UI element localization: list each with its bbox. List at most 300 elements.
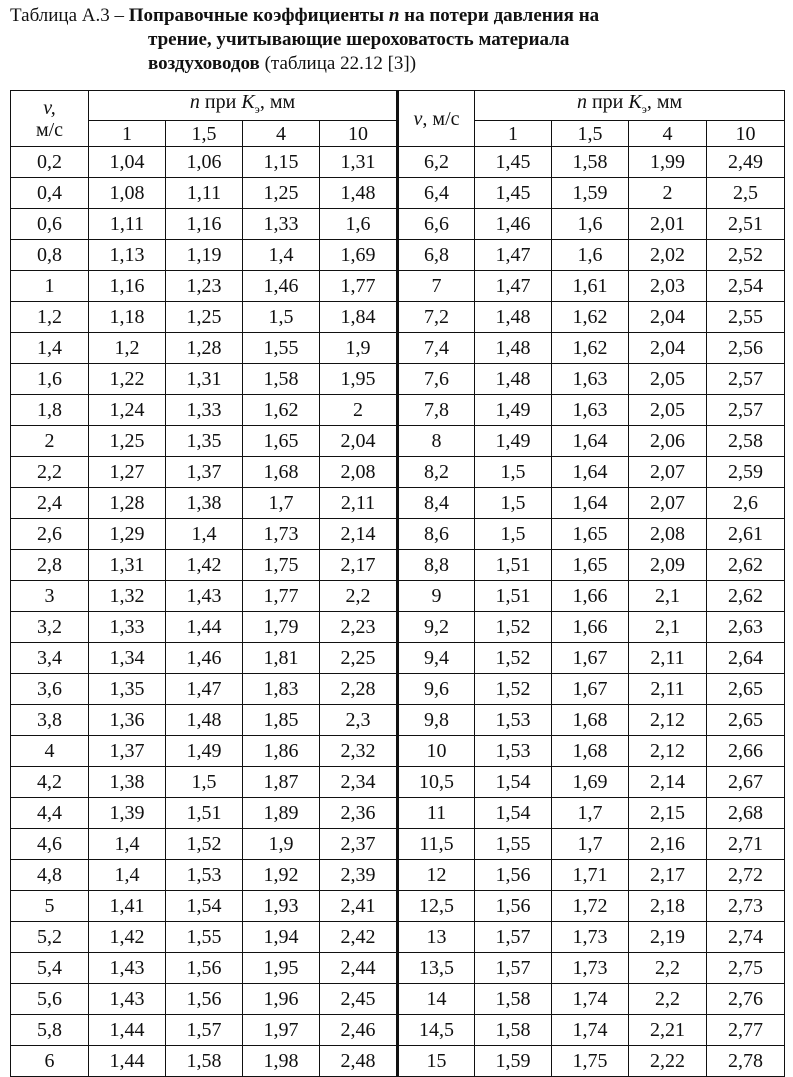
velocity-cell: 3,4	[11, 643, 89, 674]
table-row	[11, 829, 785, 860]
table-row	[11, 705, 785, 736]
coefficient-cell: 1,51	[475, 581, 552, 612]
coefficient-cell: 2	[320, 395, 398, 426]
coefficient-cell: 1,47	[166, 674, 243, 705]
velocity-cell: 14,5	[398, 1015, 475, 1046]
header-roughness-4: 4	[243, 121, 320, 147]
caption-title-symbol: n	[388, 5, 400, 26]
table-row	[11, 767, 785, 798]
coefficient-cell: 2,21	[629, 1015, 707, 1046]
coefficient-cell: 2,75	[707, 953, 785, 984]
coefficient-cell: 2,46	[320, 1015, 398, 1046]
coefficient-cell: 1,65	[552, 519, 629, 550]
table-row	[11, 271, 785, 302]
table-row	[11, 147, 785, 178]
coefficient-cell: 1,66	[552, 612, 629, 643]
velocity-cell: 9	[398, 581, 475, 612]
coefficient-cell: 2,45	[320, 984, 398, 1015]
table-row	[11, 922, 785, 953]
coefficient-cell: 2,07	[629, 457, 707, 488]
coefficient-cell: 1,48	[475, 364, 552, 395]
table-row	[11, 612, 785, 643]
coefficient-cell: 1,68	[552, 705, 629, 736]
coefficient-cell: 1,63	[552, 364, 629, 395]
coefficient-cell: 1,73	[552, 922, 629, 953]
coefficient-cell: 1,67	[552, 643, 629, 674]
coefficient-cell: 1,94	[243, 922, 320, 953]
coefficient-cell: 1,34	[89, 643, 166, 674]
coefficient-cell: 2,04	[320, 426, 398, 457]
table-row	[11, 209, 785, 240]
velocity-cell: 0,6	[11, 209, 89, 240]
coefficient-cell: 1,13	[89, 240, 166, 271]
velocity-cell: 0,8	[11, 240, 89, 271]
table-row	[11, 984, 785, 1015]
header-row-1	[11, 91, 785, 121]
coefficient-cell: 1,72	[552, 891, 629, 922]
coefficient-cell: 1,55	[243, 333, 320, 364]
coefficient-cell: 2	[629, 178, 707, 209]
coefficient-cell: 1,29	[89, 519, 166, 550]
header-roughness-10: 10	[320, 121, 398, 147]
coefficient-cell: 1,84	[320, 302, 398, 333]
coefficient-cell: 2,08	[320, 457, 398, 488]
coefficient-cell: 1,86	[243, 736, 320, 767]
coefficient-cell: 1,54	[166, 891, 243, 922]
coefficient-cell: 1,11	[89, 209, 166, 240]
coefficient-cell: 1,64	[552, 457, 629, 488]
coefficient-cell: 1,73	[552, 953, 629, 984]
coefficient-cell: 1,58	[552, 147, 629, 178]
coefficient-cell: 1,2	[89, 333, 166, 364]
header-velocity-left	[11, 91, 89, 147]
coefficient-cell: 1,53	[166, 860, 243, 891]
coefficient-cell: 2,61	[707, 519, 785, 550]
velocity-cell: 1,4	[11, 333, 89, 364]
coefficient-cell: 1,67	[552, 674, 629, 705]
coefficient-cell: 1,62	[243, 395, 320, 426]
coefficient-cell: 1,87	[243, 767, 320, 798]
header-n-right: n при $K_э$, мм	[475, 91, 785, 121]
coefficient-cell: 1,68	[552, 736, 629, 767]
coefficient-cell: 2,77	[707, 1015, 785, 1046]
header-roughness-1-5: 1,5	[166, 121, 243, 147]
coefficient-cell: 2,2	[629, 953, 707, 984]
table-row	[11, 333, 785, 364]
coefficient-cell: 1,52	[475, 643, 552, 674]
coefficient-cell: 2,14	[629, 767, 707, 798]
coefficient-cell: 2,11	[629, 643, 707, 674]
coefficient-cell: 2,28	[320, 674, 398, 705]
velocity-cell: 13	[398, 922, 475, 953]
table-row	[11, 674, 785, 705]
coefficient-cell: 1,56	[166, 984, 243, 1015]
coefficient-cell: 1,44	[166, 612, 243, 643]
coefficient-cell: 2,36	[320, 798, 398, 829]
coefficient-cell: 2,49	[707, 147, 785, 178]
coefficient-cell: 2,1	[629, 612, 707, 643]
coefficient-cell: 1,06	[166, 147, 243, 178]
coefficient-cell: 1,51	[475, 550, 552, 581]
coefficient-cell: 2,6	[707, 488, 785, 519]
coefficient-cell: 1,25	[89, 426, 166, 457]
coefficient-cell: 1,71	[552, 860, 629, 891]
velocity-cell: 6,6	[398, 209, 475, 240]
velocity-cell: 13,5	[398, 953, 475, 984]
header-roughness-1: 1	[89, 121, 166, 147]
table-row	[11, 178, 785, 209]
coefficient-cell: 1,69	[320, 240, 398, 271]
coefficient-cell: 2,02	[629, 240, 707, 271]
velocity-cell: 2,8	[11, 550, 89, 581]
coefficient-cell: 2,08	[629, 519, 707, 550]
coefficient-cell: 1,57	[475, 953, 552, 984]
coefficient-cell: 1,25	[243, 178, 320, 209]
coefficient-cell: 1,33	[243, 209, 320, 240]
velocity-cell: 4,4	[11, 798, 89, 829]
coefficient-cell: 1,68	[243, 457, 320, 488]
coefficient-cell: 1,6	[320, 209, 398, 240]
coefficient-cell: 1,45	[475, 178, 552, 209]
caption-line-3	[10, 52, 785, 76]
table-row	[11, 891, 785, 922]
coefficient-cell: 2,01	[629, 209, 707, 240]
coefficient-cell: 2,67	[707, 767, 785, 798]
coefficient-cell: 2,03	[629, 271, 707, 302]
coefficient-cell: 1,43	[166, 581, 243, 612]
coefficient-cell: 2,74	[707, 922, 785, 953]
coefficient-cell: 1,43	[89, 953, 166, 984]
velocity-cell: 1,2	[11, 302, 89, 333]
coefficient-cell: 1,58	[475, 1015, 552, 1046]
coefficient-cell: 1,38	[89, 767, 166, 798]
caption-title-line2: трение, учитывающие шероховатость материала	[148, 29, 570, 50]
table-row	[11, 395, 785, 426]
coefficient-cell: 2,39	[320, 860, 398, 891]
coefficient-cell: 1,47	[475, 271, 552, 302]
velocity-cell: 6,8	[398, 240, 475, 271]
coefficient-cell: 2,58	[707, 426, 785, 457]
coefficient-cell: 2,55	[707, 302, 785, 333]
coefficient-cell: 1,62	[552, 333, 629, 364]
coefficient-cell: 1,89	[243, 798, 320, 829]
velocity-cell: 4,8	[11, 860, 89, 891]
coefficient-cell: 2,73	[707, 891, 785, 922]
coefficient-cell: 2,63	[707, 612, 785, 643]
coefficient-cell: 1,4	[166, 519, 243, 550]
coefficient-cell: 1,64	[552, 488, 629, 519]
coefficient-cell: 1,77	[320, 271, 398, 302]
coefficient-cell: 2,09	[629, 550, 707, 581]
coefficient-cell: 1,61	[552, 271, 629, 302]
coefficient-cell: 2,05	[629, 395, 707, 426]
coefficient-cell: 1,97	[243, 1015, 320, 1046]
coefficient-cell: 1,35	[89, 674, 166, 705]
coefficient-cell: 1,27	[89, 457, 166, 488]
coefficient-cell: 1,4	[243, 240, 320, 271]
coefficient-cell: 1,7	[552, 798, 629, 829]
coefficient-cell: 1,58	[475, 984, 552, 1015]
coefficient-cell: 1,81	[243, 643, 320, 674]
coefficient-cell: 1,35	[166, 426, 243, 457]
coefficient-cell: 1,59	[475, 1046, 552, 1077]
coefficient-cell: 2,52	[707, 240, 785, 271]
table-row	[11, 1015, 785, 1046]
coefficient-cell: 1,46	[166, 643, 243, 674]
coefficient-cell: 1,41	[89, 891, 166, 922]
velocity-cell: 7,8	[398, 395, 475, 426]
coefficient-cell: 1,15	[243, 147, 320, 178]
coefficient-cell: 1,95	[320, 364, 398, 395]
table-header	[11, 91, 785, 147]
coefficient-cell: 2,57	[707, 364, 785, 395]
velocity-cell: 9,6	[398, 674, 475, 705]
coefficient-cell: 1,33	[166, 395, 243, 426]
coefficient-cell: 1,59	[552, 178, 629, 209]
coefficient-cell: 1,54	[475, 798, 552, 829]
coefficient-cell: 1,19	[166, 240, 243, 271]
coefficient-cell: 1,62	[552, 302, 629, 333]
header-roughness-1: 1	[475, 121, 552, 147]
velocity-cell: 8,4	[398, 488, 475, 519]
coefficient-cell: 1,48	[320, 178, 398, 209]
velocity-cell: 0,2	[11, 147, 89, 178]
coefficient-cell: 1,93	[243, 891, 320, 922]
coefficient-cell: 1,58	[166, 1046, 243, 1077]
velocity-cell: 1,8	[11, 395, 89, 426]
velocity-cell: 4	[11, 736, 89, 767]
table-row	[11, 302, 785, 333]
velocity-cell: 9,4	[398, 643, 475, 674]
velocity-cell: 1	[11, 271, 89, 302]
coefficient-cell: 2,37	[320, 829, 398, 860]
coefficient-cell: 1,46	[243, 271, 320, 302]
caption-line-1	[10, 4, 785, 28]
coefficient-cell: 2,16	[629, 829, 707, 860]
table-row	[11, 426, 785, 457]
coefficient-cell: 1,9	[320, 333, 398, 364]
coefficient-cell: 2,72	[707, 860, 785, 891]
coefficient-cell: 1,33	[89, 612, 166, 643]
velocity-cell: 1,6	[11, 364, 89, 395]
table-row	[11, 550, 785, 581]
velocity-cell: 3,6	[11, 674, 89, 705]
coefficient-cell: 1,53	[475, 736, 552, 767]
coefficient-cell: 1,32	[89, 581, 166, 612]
coefficient-cell: 1,53	[475, 705, 552, 736]
coefficient-cell: 1,16	[89, 271, 166, 302]
coefficient-cell: 1,31	[89, 550, 166, 581]
coefficient-cell: 1,79	[243, 612, 320, 643]
coefficient-cell: 1,11	[166, 178, 243, 209]
header-velocity-left-symbol: v,	[43, 96, 56, 119]
velocity-cell: 10	[398, 736, 475, 767]
coefficient-cell: 1,92	[243, 860, 320, 891]
coefficient-cell: 1,36	[89, 705, 166, 736]
coefficient-cell: 2,44	[320, 953, 398, 984]
coefficient-cell: 2,5	[707, 178, 785, 209]
coefficient-cell: 1,54	[475, 767, 552, 798]
coefficient-cell: 2,17	[320, 550, 398, 581]
coefficient-cell: 2,06	[629, 426, 707, 457]
velocity-cell: 15	[398, 1046, 475, 1077]
caption-prefix: Таблица А.3 –	[10, 5, 129, 26]
coefficient-cell: 2,56	[707, 333, 785, 364]
coefficient-cell: 1,5	[475, 519, 552, 550]
table-row	[11, 364, 785, 395]
coefficient-cell: 1,37	[166, 457, 243, 488]
coefficient-cell: 2,78	[707, 1046, 785, 1077]
coefficient-cell: 1,57	[166, 1015, 243, 1046]
velocity-cell: 5	[11, 891, 89, 922]
table-row	[11, 519, 785, 550]
coefficient-cell: 1,48	[475, 333, 552, 364]
velocity-cell: 6,4	[398, 178, 475, 209]
velocity-cell: 3,8	[11, 705, 89, 736]
coefficient-cell: 2,11	[320, 488, 398, 519]
coefficient-cell: 1,55	[166, 922, 243, 953]
coefficient-cell: 2,48	[320, 1046, 398, 1077]
coefficient-cell: 1,63	[552, 395, 629, 426]
table-row	[11, 1046, 785, 1077]
coefficient-cell: 1,7	[552, 829, 629, 860]
coefficient-cell: 1,51	[166, 798, 243, 829]
coefficient-cell: 1,28	[166, 333, 243, 364]
coefficient-cell: 1,28	[89, 488, 166, 519]
coefficient-cell: 1,57	[475, 922, 552, 953]
coefficient-cell: 1,77	[243, 581, 320, 612]
coefficient-cell: 2,64	[707, 643, 785, 674]
coefficient-cell: 2,3	[320, 705, 398, 736]
coefficient-cell: 1,7	[243, 488, 320, 519]
velocity-cell: 5,4	[11, 953, 89, 984]
velocity-cell: 3	[11, 581, 89, 612]
velocity-cell: 9,2	[398, 612, 475, 643]
coefficient-cell: 1,44	[89, 1015, 166, 1046]
velocity-cell: 6,2	[398, 147, 475, 178]
coefficient-cell: 1,22	[89, 364, 166, 395]
coefficient-cell: 1,98	[243, 1046, 320, 1077]
coefficient-cell: 1,52	[475, 674, 552, 705]
coefficient-cell: 1,74	[552, 1015, 629, 1046]
header-roughness-1-5: 1,5	[552, 121, 629, 147]
velocity-cell: 2,4	[11, 488, 89, 519]
coefficient-cell: 1,6	[552, 209, 629, 240]
table-row	[11, 798, 785, 829]
coefficient-cell: 1,49	[475, 426, 552, 457]
header-roughness-10: 10	[707, 121, 785, 147]
caption-title-line3: воздуховодов	[148, 53, 260, 74]
coefficient-cell: 1,49	[475, 395, 552, 426]
velocity-cell: 11	[398, 798, 475, 829]
coefficient-cell: 1,43	[89, 984, 166, 1015]
coefficient-cell: 2,71	[707, 829, 785, 860]
coefficient-cell: 1,48	[166, 705, 243, 736]
coefficient-cell: 1,48	[475, 302, 552, 333]
coefficient-cell: 2,17	[629, 860, 707, 891]
table-row	[11, 860, 785, 891]
coefficient-cell: 1,25	[166, 302, 243, 333]
coefficient-cell: 2,1	[629, 581, 707, 612]
coefficient-cell: 1,44	[89, 1046, 166, 1077]
velocity-cell: 14	[398, 984, 475, 1015]
velocity-cell: 7,4	[398, 333, 475, 364]
coefficient-cell: 1,52	[166, 829, 243, 860]
coefficient-cell: 2,11	[629, 674, 707, 705]
caption-title-part2: на потери давления на	[399, 5, 600, 26]
coefficient-cell: 2,2	[629, 984, 707, 1015]
coefficient-cell: 1,66	[552, 581, 629, 612]
coefficient-cell: 1,99	[629, 147, 707, 178]
coefficient-cell: 1,83	[243, 674, 320, 705]
coefficient-cell: 1,9	[243, 829, 320, 860]
velocity-cell: 8,8	[398, 550, 475, 581]
coefficient-cell: 2,65	[707, 674, 785, 705]
table-row	[11, 643, 785, 674]
coefficient-cell: 1,31	[320, 147, 398, 178]
coefficient-cell: 1,55	[475, 829, 552, 860]
coefficient-cell: 1,74	[552, 984, 629, 1015]
velocity-cell: 7,2	[398, 302, 475, 333]
coefficient-cell: 2,04	[629, 302, 707, 333]
velocity-cell: 4,6	[11, 829, 89, 860]
coefficient-cell: 2,42	[320, 922, 398, 953]
coefficient-cell: 1,47	[475, 240, 552, 271]
velocity-cell: 10,5	[398, 767, 475, 798]
coefficient-cell: 2,19	[629, 922, 707, 953]
coefficient-cell: 1,75	[243, 550, 320, 581]
table-row	[11, 240, 785, 271]
coefficient-cell: 2,14	[320, 519, 398, 550]
coefficient-cell: 1,42	[166, 550, 243, 581]
coefficient-cell: 1,6	[552, 240, 629, 271]
velocity-cell: 7,6	[398, 364, 475, 395]
table-body	[11, 147, 785, 1077]
coefficient-cell: 2,41	[320, 891, 398, 922]
coefficient-cell: 2,59	[707, 457, 785, 488]
velocity-cell: 2,6	[11, 519, 89, 550]
coefficient-cell: 1,5	[243, 302, 320, 333]
velocity-cell: 7	[398, 271, 475, 302]
coefficient-cell: 1,96	[243, 984, 320, 1015]
table-row	[11, 953, 785, 984]
coefficient-cell: 1,38	[166, 488, 243, 519]
coefficient-cell: 2,65	[707, 705, 785, 736]
velocity-cell: 11,5	[398, 829, 475, 860]
velocity-cell: 6	[11, 1046, 89, 1077]
coefficient-cell: 1,46	[475, 209, 552, 240]
coefficient-cell: 1,23	[166, 271, 243, 302]
velocity-cell: 9,8	[398, 705, 475, 736]
coefficient-cell: 1,95	[243, 953, 320, 984]
coefficient-cell: 1,49	[166, 736, 243, 767]
coefficient-cell: 1,65	[243, 426, 320, 457]
coefficient-cell: 2,51	[707, 209, 785, 240]
coefficient-cell: 2,62	[707, 581, 785, 612]
coefficient-cell: 2,34	[320, 767, 398, 798]
velocity-cell: 8,6	[398, 519, 475, 550]
coefficient-cell: 1,69	[552, 767, 629, 798]
coefficient-cell: 2,57	[707, 395, 785, 426]
coefficient-cell: 1,58	[243, 364, 320, 395]
coefficient-cell: 2,18	[629, 891, 707, 922]
coefficient-cell: 1,73	[243, 519, 320, 550]
coefficient-cell: 2,22	[629, 1046, 707, 1077]
coefficient-cell: 1,08	[89, 178, 166, 209]
velocity-cell: 3,2	[11, 612, 89, 643]
coefficient-cell: 1,5	[475, 457, 552, 488]
coefficient-cell: 1,75	[552, 1046, 629, 1077]
